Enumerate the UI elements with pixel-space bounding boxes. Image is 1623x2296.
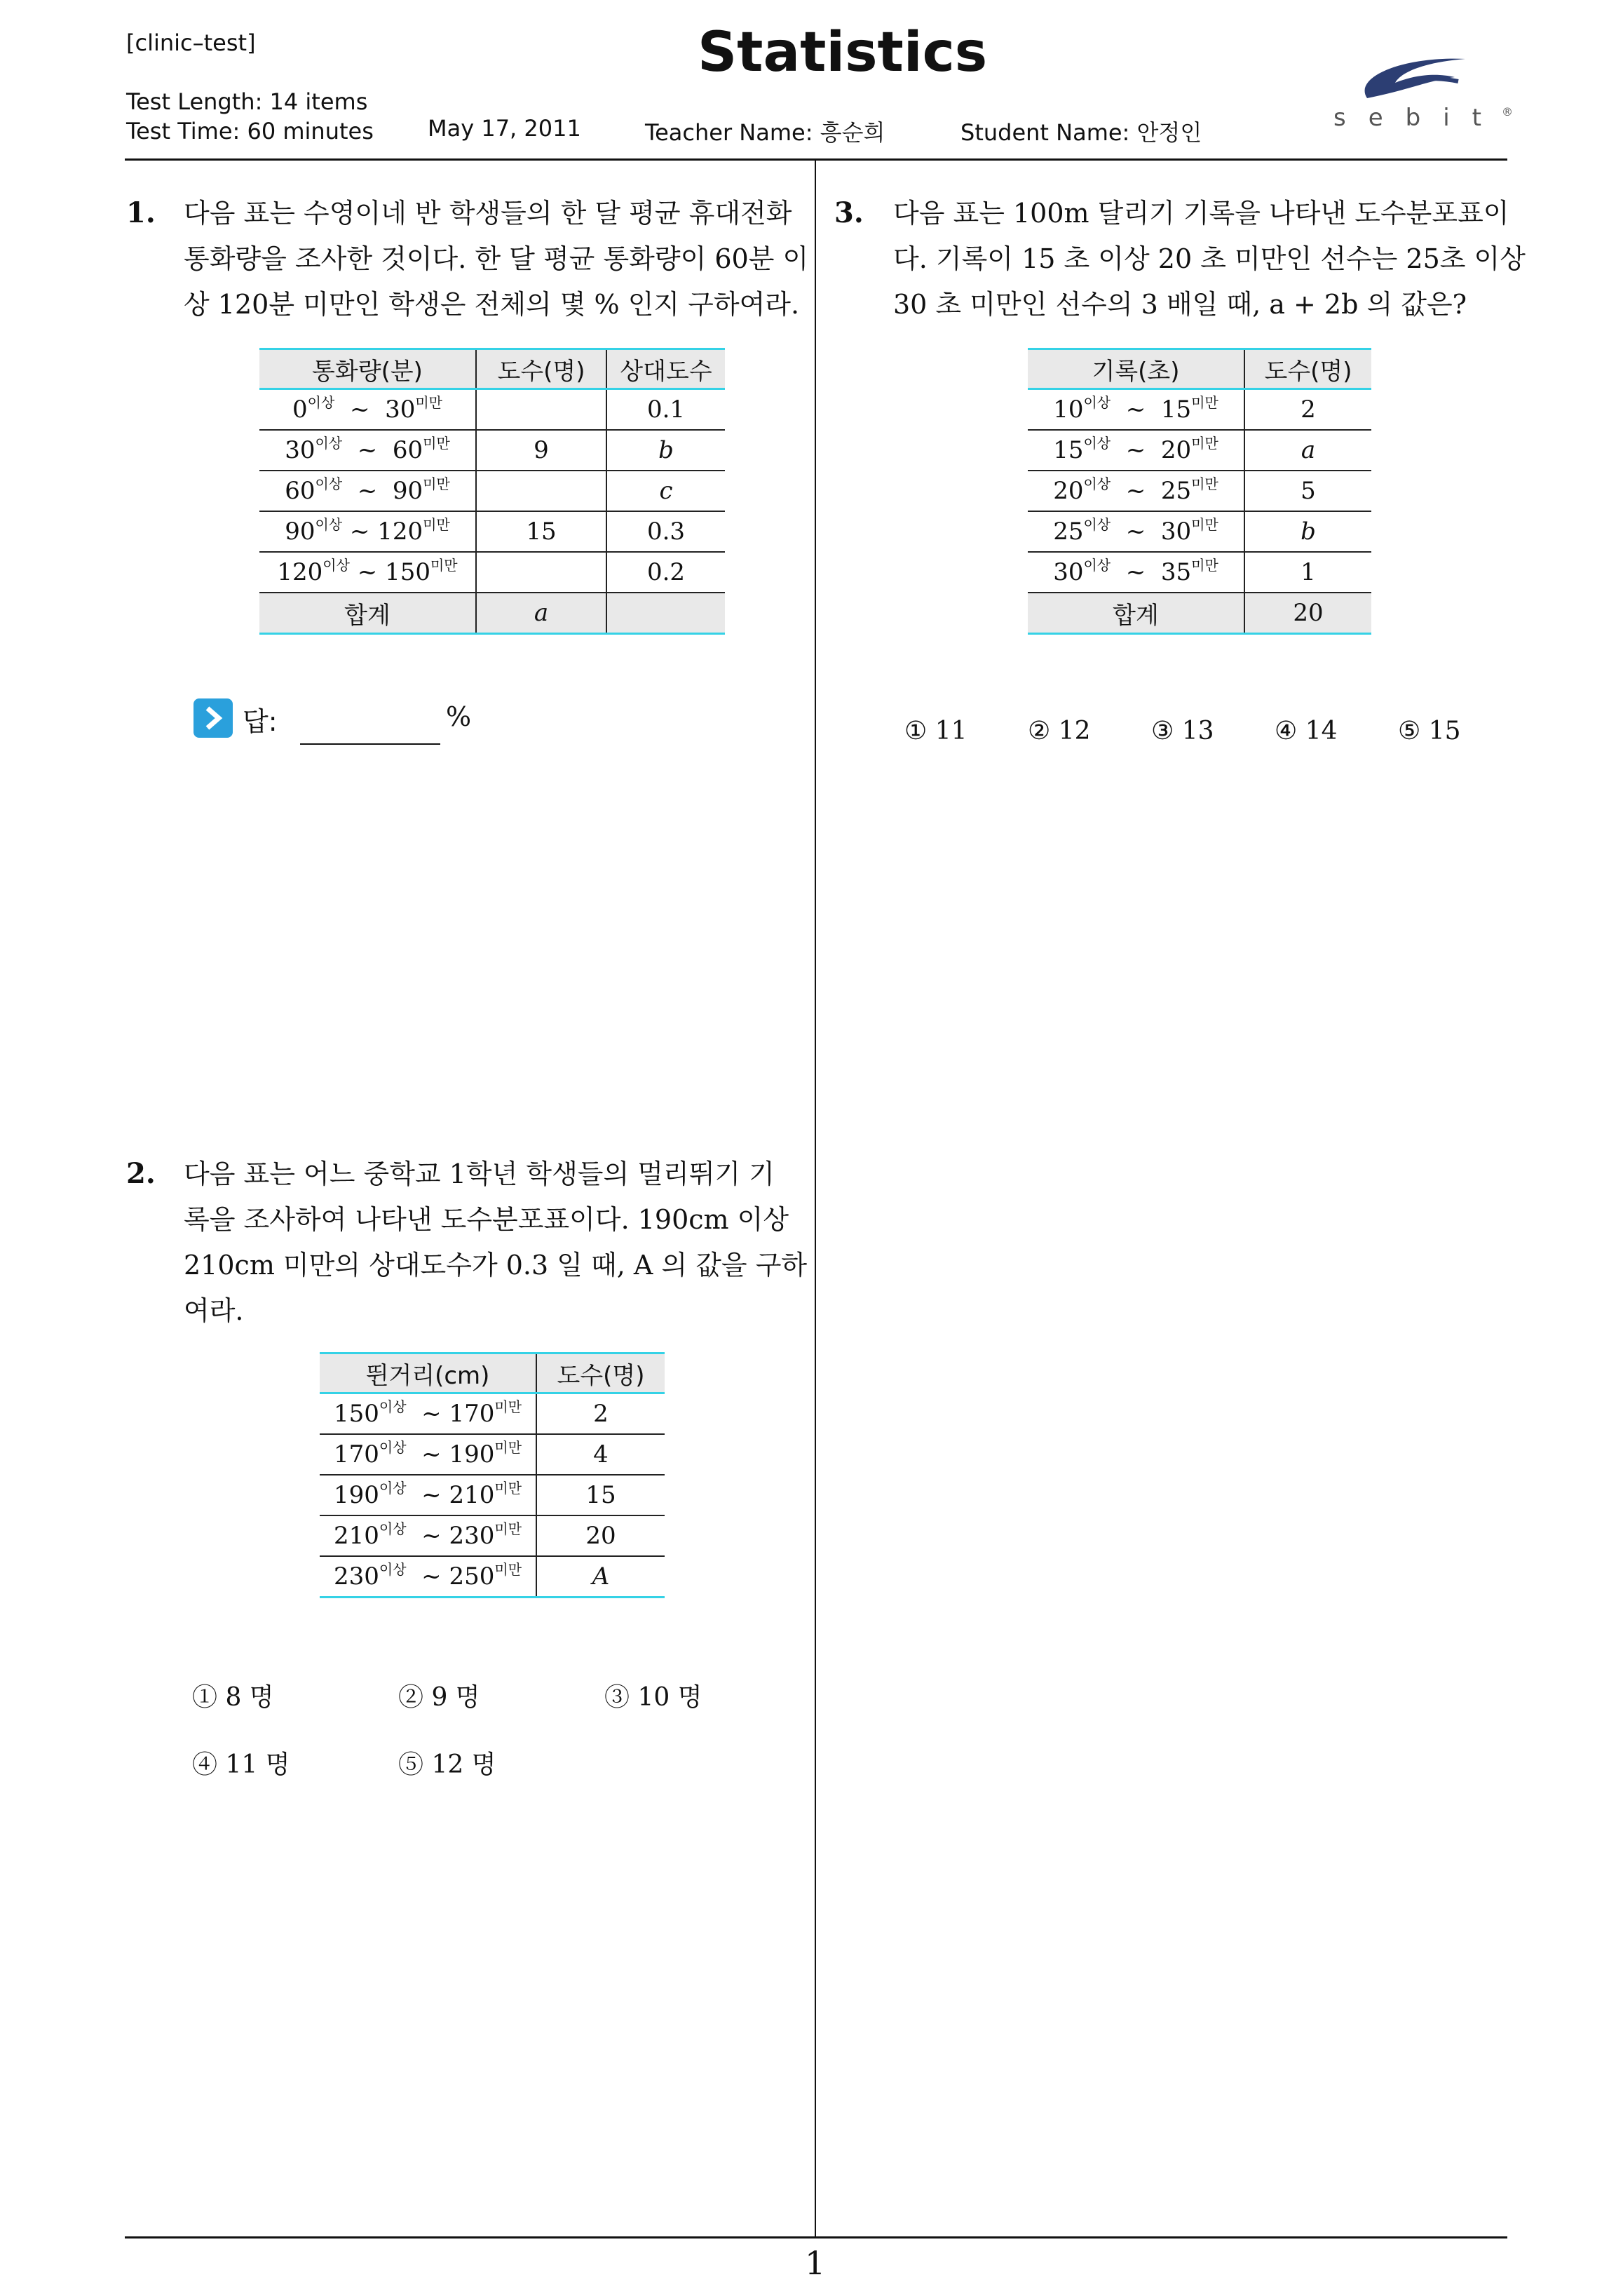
q1-row1-rel: 0.1 bbox=[606, 389, 725, 431]
q1-row2-rel: b bbox=[606, 430, 725, 471]
test-time: Test Time: 60 minutes bbox=[126, 118, 374, 144]
answer-unit: % bbox=[446, 701, 472, 732]
table-row bbox=[259, 471, 725, 511]
q2-choice-2[interactable]: ② 9 명 bbox=[398, 1683, 480, 1712]
q2-header-range: 뛴거리(cm) bbox=[320, 1353, 536, 1393]
q3-text: 다음 표는 100m 달리기 기록을 나타낸 도수분포표이 다. 기록이 15 초 이상 20 초 미만인 선수는 25초 이상 30 초 미만인 선수의 3 배일 때, a + 2b 의 값은? bbox=[893, 198, 1526, 320]
q1-row5-range: $120^{이상}$ ~ $150^{미만}$ bbox=[259, 552, 476, 593]
q1-row1-range: $0^{이상}$ ~ $30^{미만}$ bbox=[259, 389, 476, 431]
q1-table bbox=[259, 348, 725, 635]
answer-input[interactable] bbox=[300, 743, 440, 745]
q2-choice-5[interactable]: ⑤ 12 명 bbox=[398, 1750, 496, 1779]
q3-row1-freq: 2 bbox=[1244, 389, 1371, 431]
q1-total-rel bbox=[606, 593, 725, 634]
q1-row3-range: $60^{이상}$ ~ $90^{미만}$ bbox=[259, 471, 476, 511]
test-tag: [clinic–test] bbox=[126, 29, 256, 56]
q3-row2-range: $15^{이상}$ ~ $20^{미만}$ bbox=[1028, 430, 1244, 471]
q1-row3-freq bbox=[476, 471, 606, 511]
q1-row4-rel: 0.3 bbox=[606, 511, 725, 552]
table-row bbox=[1028, 471, 1371, 511]
table-row bbox=[1028, 552, 1371, 593]
q3-row5-range: $30^{이상}$ ~ $35^{미만}$ bbox=[1028, 552, 1244, 593]
q2-row3-freq: 15 bbox=[536, 1475, 665, 1515]
q1-row4-freq: 15 bbox=[476, 511, 606, 552]
answer-arrow-icon bbox=[193, 698, 233, 738]
table-row bbox=[320, 1515, 665, 1556]
q1-text: 다음 표는 수영이네 반 학생들의 한 달 평균 휴대전화 통화량을 조사한 것이다. 한 달 평균 통화량이 60분 이 상 120분 미만인 학생은 전체의 몇 % 인지 구하여라. bbox=[184, 198, 809, 320]
q1-row3-rel: c bbox=[606, 471, 725, 511]
q1-header-rel: 상대도수 bbox=[606, 349, 725, 389]
q1-row5-rel: 0.2 bbox=[606, 552, 725, 593]
q2-row1-range: $150^{이상}$ ~ $170^{미만}$ bbox=[320, 1393, 536, 1435]
q2-header-freq: 도수(명) bbox=[536, 1353, 665, 1393]
q3-choice-5[interactable]: ⑤ 15 bbox=[1398, 717, 1461, 745]
q2-row2-range: $170^{이상}$ ~ $190^{미만}$ bbox=[320, 1434, 536, 1475]
table-row bbox=[1028, 511, 1371, 552]
q2-row4-freq: 20 bbox=[536, 1515, 665, 1556]
q1-row2-freq: 9 bbox=[476, 430, 606, 471]
table-row bbox=[320, 1475, 665, 1515]
q2-row4-range: $210^{이상}$ ~ $230^{미만}$ bbox=[320, 1515, 536, 1556]
q1-total-freq: a bbox=[476, 593, 606, 634]
q3-table bbox=[1028, 348, 1371, 635]
q2-choice-4[interactable]: ④ 11 명 bbox=[192, 1750, 290, 1779]
q2-row3-range: $190^{이상}$ ~ $210^{미만}$ bbox=[320, 1475, 536, 1515]
table-row bbox=[1028, 430, 1371, 471]
table-row bbox=[259, 593, 725, 634]
sebit-logo bbox=[1325, 49, 1514, 147]
q3-total-freq: 20 bbox=[1244, 593, 1371, 634]
test-date: May 17, 2011 bbox=[428, 115, 581, 142]
q2-number: 2. bbox=[126, 1157, 156, 1190]
student-name: Student Name: 안정인 bbox=[960, 119, 1202, 146]
q3-row3-freq: 5 bbox=[1244, 471, 1371, 511]
q2-row5-freq: A bbox=[536, 1556, 665, 1598]
q3-row3-range: $20^{이상}$ ~ $25^{미만}$ bbox=[1028, 471, 1244, 511]
q3-choice-4[interactable]: ④ 14 bbox=[1275, 717, 1338, 745]
footer-rule bbox=[125, 2236, 1507, 2238]
table-row bbox=[259, 511, 725, 552]
page-number: 1 bbox=[805, 2244, 826, 2282]
answer-label: 답: bbox=[243, 706, 278, 737]
header-rule bbox=[125, 158, 1507, 161]
table-row bbox=[320, 1393, 665, 1435]
q2-row2-freq: 4 bbox=[536, 1434, 665, 1475]
q3-row2-freq: a bbox=[1244, 430, 1371, 471]
q2-text: 다음 표는 어느 중학교 1학년 학생들의 멀리뛰기 기 록을 조사하여 나타낸 도수분포표이다. 190cm 이상 210cm 미만의 상대도수가 0.3 일 때, A 의 값을 구하 여라. bbox=[184, 1159, 808, 1326]
q1-row1-freq bbox=[476, 389, 606, 431]
table-row bbox=[1028, 593, 1371, 634]
sebit-swoosh-icon bbox=[1325, 49, 1514, 105]
test-length: Test Length: 14 items bbox=[126, 88, 368, 115]
q1-row2-range: $30^{이상}$ ~ $60^{미만}$ bbox=[259, 430, 476, 471]
q3-number: 3. bbox=[834, 196, 864, 229]
q3-row4-freq: b bbox=[1244, 511, 1371, 552]
q3-header-freq: 도수(명) bbox=[1244, 349, 1371, 389]
table-row bbox=[259, 552, 725, 593]
q3-header-range: 기록(초) bbox=[1028, 349, 1244, 389]
q3-row1-range: $10^{이상}$ ~ $15^{미만}$ bbox=[1028, 389, 1244, 431]
q3-choice-3[interactable]: ③ 13 bbox=[1151, 717, 1214, 745]
table-row bbox=[259, 389, 725, 431]
table-row bbox=[320, 1556, 665, 1598]
q3-choice-2[interactable]: ② 12 bbox=[1028, 717, 1091, 745]
q2-row5-range: $230^{이상}$ ~ $250^{미만}$ bbox=[320, 1556, 536, 1598]
q1-header-freq: 도수(명) bbox=[476, 349, 606, 389]
q1-row4-range: $90^{이상}$ ~ $120^{미만}$ bbox=[259, 511, 476, 552]
q3-row4-range: $25^{이상}$ ~ $30^{미만}$ bbox=[1028, 511, 1244, 552]
teacher-name: Teacher Name: 흥순희 bbox=[645, 119, 885, 146]
logo-mark: ® bbox=[1502, 105, 1513, 119]
table-row bbox=[1028, 389, 1371, 431]
logo-text: sebit bbox=[1333, 104, 1504, 132]
q2-choice-3[interactable]: ③ 10 명 bbox=[604, 1683, 702, 1712]
q1-total-label: 합계 bbox=[259, 593, 476, 634]
q1-number: 1. bbox=[126, 196, 156, 229]
q3-choice-1[interactable]: ① 11 bbox=[904, 717, 967, 745]
q3-row5-freq: 1 bbox=[1244, 552, 1371, 593]
q2-row1-freq: 2 bbox=[536, 1393, 665, 1435]
q1-row5-freq bbox=[476, 552, 606, 593]
page-title: Statistics bbox=[698, 21, 988, 84]
q2-table bbox=[320, 1352, 665, 1598]
q2-choice-1[interactable]: ① 8 명 bbox=[192, 1683, 274, 1712]
table-row bbox=[320, 1434, 665, 1475]
q1-header-range: 통화량(분) bbox=[259, 349, 476, 389]
table-row bbox=[259, 430, 725, 471]
column-divider bbox=[815, 161, 816, 2238]
q3-total-label: 합계 bbox=[1028, 593, 1244, 634]
